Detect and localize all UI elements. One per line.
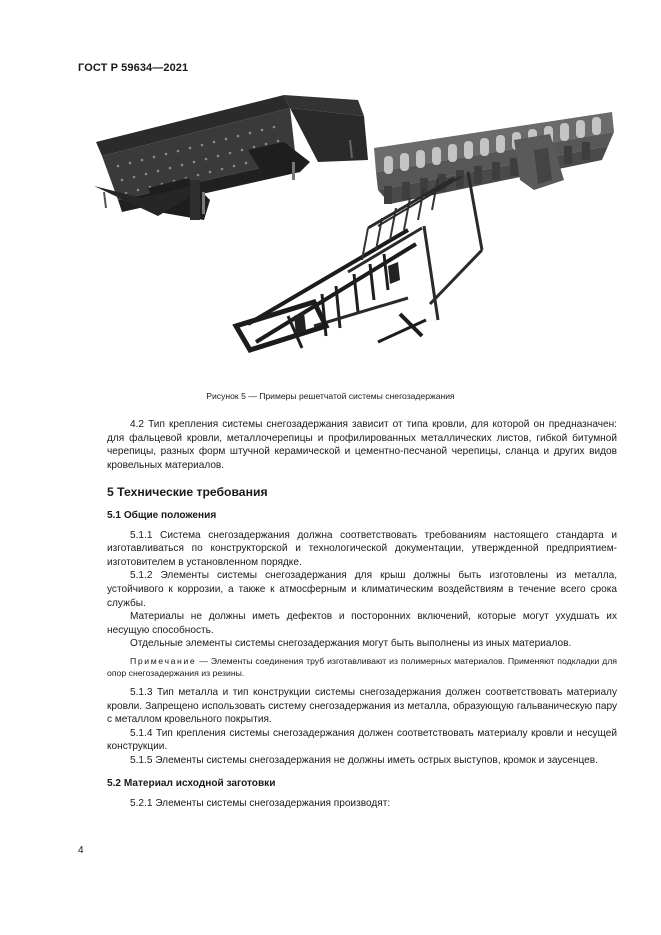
subsection-title-5-1: 5.1 Общие положения: [107, 509, 217, 521]
document-header: ГОСТ Р 59634—2021: [78, 62, 189, 74]
paragraph-other-materials: Отдельные элементы системы снегозадержания могут быть выполнены из иных материалов.: [130, 638, 572, 650]
subsection-title-5-2: 5.2 Материал исходной заготовки: [107, 778, 276, 790]
paragraph-5-1-3: 5.1.3 Тип металла и тип конструкции системы снегозадержания должен соответствовать материалу кровли. Запрещено использовать систему снегозадержания из металла, образующую гальваническую пару с металлом кровельного покрытия.: [107, 686, 617, 726]
section-title-5: 5 Технические требования: [107, 485, 268, 500]
slotted-plate-snow-guard-image: [374, 112, 614, 204]
note-text: — Элементы соединения труб изготавливают из полимерных материалов. Применяют подкладки для опор снегозадержания из резины.: [107, 655, 617, 679]
note: [107, 655, 617, 680]
paragraph-4-2: 4.2 Тип крепления системы снегозадержания зависит от типа кровли, для которой он предназначен: для фальцевой кровли, металлочерепицы и профилированных металлических листов, гибкой битумной черепицы, разных форм штучной керамической и цементно-песчаной черепицы, сланца и других видов кровельных материалов.: [107, 419, 617, 471]
figure-snow-guard-examples: [78, 80, 618, 380]
paragraph-materials: Материалы не должны иметь дефектов и посторонних включений, которые могут ухудшать их несущую способность.: [107, 611, 617, 636]
paragraph-5-2-1: 5.2.1 Элементы системы снегозадержания производят:: [130, 798, 391, 810]
paragraph-5-1-4: 5.1.4 Тип крепления системы снегозадержания должен соответствовать материалу кровли и несущей конструкции.: [107, 727, 617, 753]
snow-guard-illustrations: [78, 80, 618, 380]
note-label: Примечание: [130, 655, 197, 666]
paragraph-5-1-2: 5.1.2 Элементы системы снегозадержания для крыш должны быть изготовлены из металла, устойчивого к коррозии, а также к атмосферным и климатическим воздействиям в течение всего срока службы.: [107, 570, 617, 609]
perforated-snow-guard-image: [94, 95, 368, 220]
tubular-snow-guard-image: [236, 172, 482, 350]
page-number: 4: [78, 845, 84, 856]
paragraph-5-1-1: 5.1.1 Система снегозадержания должна соответствовать требованиям настоящего стандарта и изготавливаться по конструкторской и технологической документации, утвержденной предприятием-изготовителем в установленном порядке.: [107, 529, 617, 568]
document-body: [107, 418, 617, 811]
paragraph-5-1-5: 5.1.5 Элементы системы снегозадержания не должны иметь острых выступов, кромок и заусенцев.: [130, 754, 598, 766]
figure-caption: Рисунок 5 — Примеры решетчатой системы снегозадержания: [206, 391, 455, 401]
